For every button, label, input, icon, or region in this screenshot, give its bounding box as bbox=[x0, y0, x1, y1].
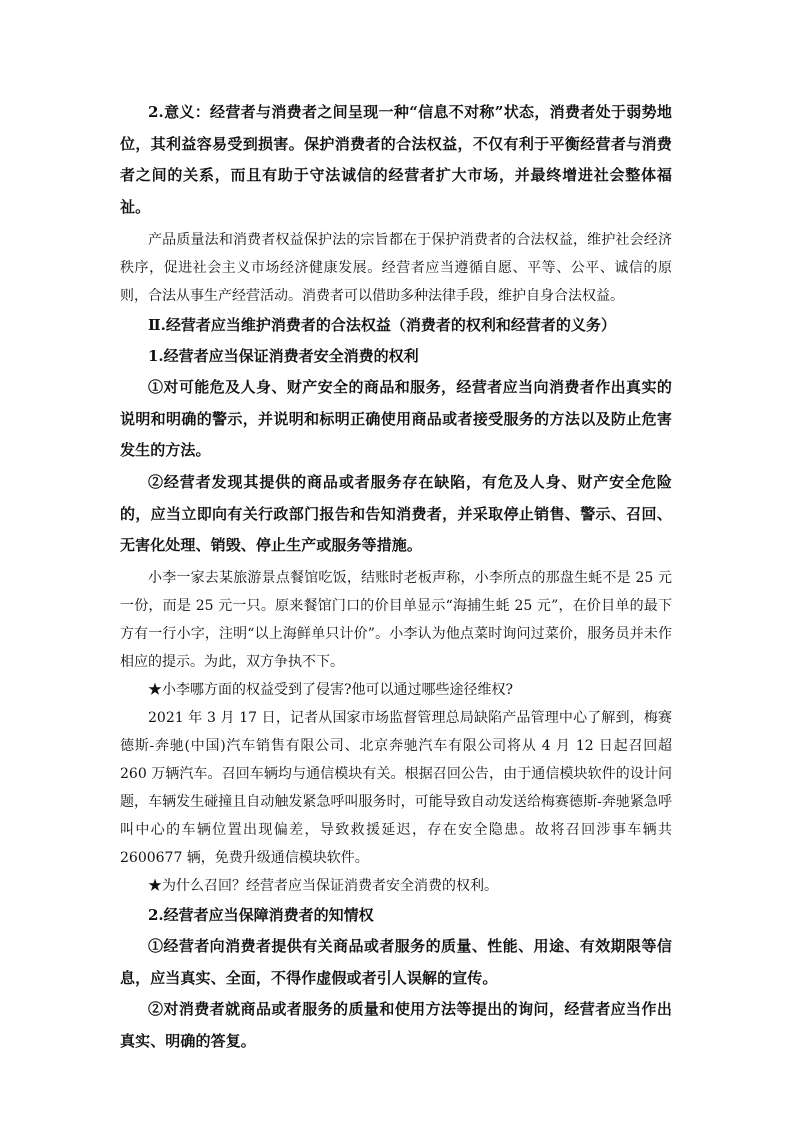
paragraph-safety-1: ①对可能危及人身、财产安全的商品和服务，经营者应当向消费者作出真实的说明和明确的警示，并说明和标明正确使用商品或者接受服务的方法以及防止危害发生的方法。 bbox=[120, 377, 672, 460]
paragraph-case-oyster: 小李一家去某旅游景点餐馆吃饭，结账时老板声称，小李所点的那盘生蚝不是 25 元一份，而是 25 元一只。原来餐馆门口的价目单显示“海捕生蚝 25 元”，在价目单的最下方有一行小字，注明“以上海鲜单只计价”。小李认为他点菜时询问过菜价，服务员并未作相应的提示。为此，双方争执不下。 bbox=[120, 570, 672, 671]
subheading-safety-right: 1.经营者应当保证消费者安全消费的权利 bbox=[148, 346, 419, 365]
question-oyster: ★小李哪方面的权益受到了侵害?他可以通过哪些途径维权? bbox=[148, 682, 514, 699]
paragraph-case-recall: 2021 年 3 月 17 日，记者从国家市场监督管理总局缺陷产品管理中心了解到，梅赛德斯-奔驰(中国)汽车销售有限公司、北京奔驰汽车有限公司将从 4 月 12 日起召回超 260 万辆汽车。召回车辆均与通信模块有关。根据召回公告，由于通信模块软件的设计问题，车辆发生碰撞且自动触发紧急呼叫服务时，可能导致自动发送给梅赛德斯-奔驰紧急呼叫中心的车辆位置出现偏差，导致救援延迟，存在安全隐患。故将召回涉事车辆共 2600677 辆，免费升级通信模块软件。 bbox=[120, 710, 672, 867]
question-recall: ★为什么召回？经营者应当保证消费者安全消费的权利。 bbox=[148, 878, 498, 895]
paragraph-significance: 2.意义：经营者与消费者之间呈现一种“信息不对称”状态，消费者处于弱势地位，其利益容易受到损害。保护消费者的合法权益，不仅有利于平衡经营者与消费者之间的关系，而且有助于守法诚信的经营者扩大市场，并最终增进社会整体福祉。 bbox=[120, 103, 672, 217]
paragraph-know-1: ①经营者向消费者提供有关商品或者服务的质量、性能、用途、有效期限等信息，应当真实、全面，不得作虚假或者引人误解的宣传。 bbox=[120, 937, 672, 987]
paragraph-know-2: ②对消费者就商品或者服务的质量和使用方法等提出的询问，经营者应当作出真实、明确的答复。 bbox=[120, 1000, 672, 1051]
section-heading-ii: Ⅱ.经营者应当维护消费者的合法权益（消费者的权利和经营者的义务） bbox=[148, 315, 616, 334]
paragraph-law-purpose: 产品质量法和消费者权益保护法的宗旨都在于保护消费者的合法权益，维护社会经济秩序，促进社会主义市场经济健康发展。经营者应当遵循自愿、平等、公平、诚信的原则，合法从事生产经营活动。消费者可以借助多种法律手段，维护自身合法权益。 bbox=[120, 231, 672, 304]
document-body bbox=[120, 97, 672, 1058]
subheading-right-to-know: 2.经营者应当保障消费者的知情权 bbox=[148, 906, 374, 925]
paragraph-safety-2: ②经营者发现其提供的商品或者服务存在缺陷，有危及人身、财产安全危险的，应当立即向有关行政部门报告和告知消费者，并采取停止销售、警示、召回、无害化处理、销毁、停止生产或服务等措施。 bbox=[120, 472, 672, 555]
